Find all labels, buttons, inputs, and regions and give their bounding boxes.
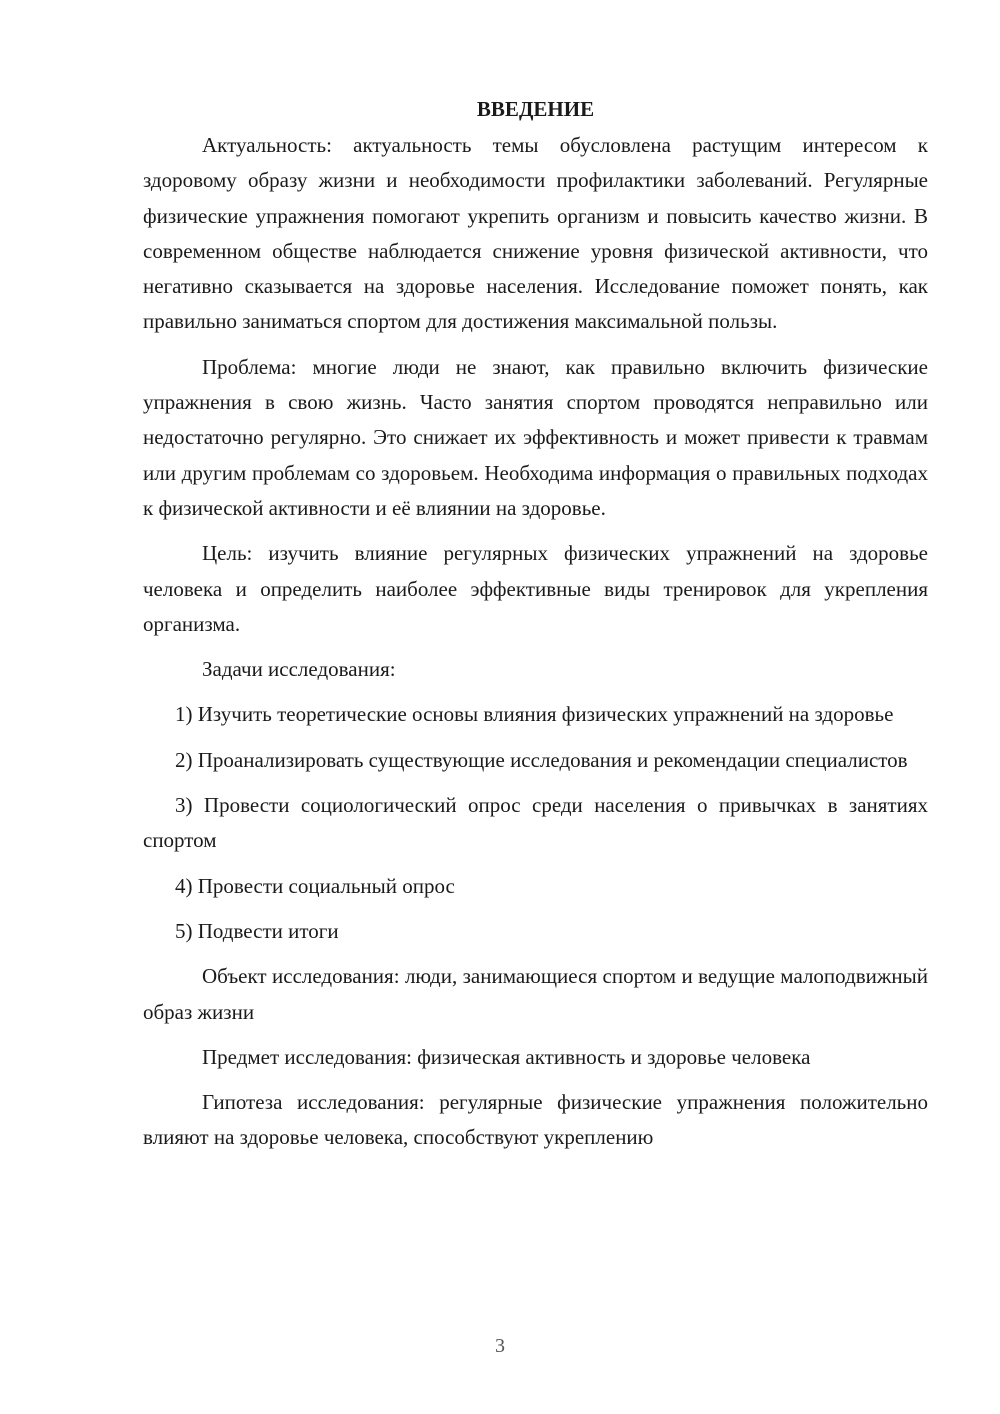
- page-number: 3: [495, 1335, 505, 1357]
- task-item-2: 2) Проанализировать существующие исследования и рекомендации специалистов: [175, 747, 908, 772]
- section-title: ВВЕДЕНИЕ: [476, 97, 595, 121]
- hypothesis-paragraph: Гипотеза исследования: регулярные физические упражнения положительно влияют на здоровье человека, способствуют укреплению: [143, 1090, 928, 1150]
- subject-paragraph: Предмет исследования: физическая активность и здоровье человека: [202, 1044, 811, 1069]
- object-paragraph: Объект исследования: люди, занимающиеся спортом и ведущие малоподвижный образ жизни: [143, 964, 928, 1024]
- relevance-paragraph: Актуальность: актуальность темы обусловлена растущим интересом к здоровому образу жизни и необходимости профилактики заболеваний. Регулярные физические упражнения помогают укрепить организм и повысить качество жизни. В современном обществе наблюдается снижение уровня физической активности, что негативно сказывается на здоровье населения. Исследование поможет понять, как правильно заниматься спортом для достижения максимальной пользы.: [143, 133, 928, 334]
- task-item-4: 4) Провести социальный опрос: [175, 873, 455, 898]
- tasks-heading: Задачи исследования:: [202, 657, 396, 682]
- task-item-5: 5) Подвести итоги: [175, 918, 339, 943]
- problem-paragraph: Проблема: многие люди не знают, как правильно включить физические упражнения в свою жизнь. Часто занятия спортом проводятся неправильно или недостаточно регулярно. Это снижает их эффективность и может привести к травмам или другим проблемам со здоровьем. Необходима информация о правильных подходах к физической активности и её влиянии на здоровье.: [143, 354, 928, 520]
- task-item-1: 1) Изучить теоретические основы влияния физических упражнений на здоровье: [175, 702, 894, 727]
- goal-paragraph: Цель: изучить влияние регулярных физических упражнений на здоровье человека и определить наиболее эффективные виды тренировок для укрепления организма.: [143, 541, 928, 636]
- document-body: [143, 92, 928, 1166]
- task-item-3: 3) Провести социологический опрос среди населения о привычках в занятиях спортом: [143, 793, 928, 853]
